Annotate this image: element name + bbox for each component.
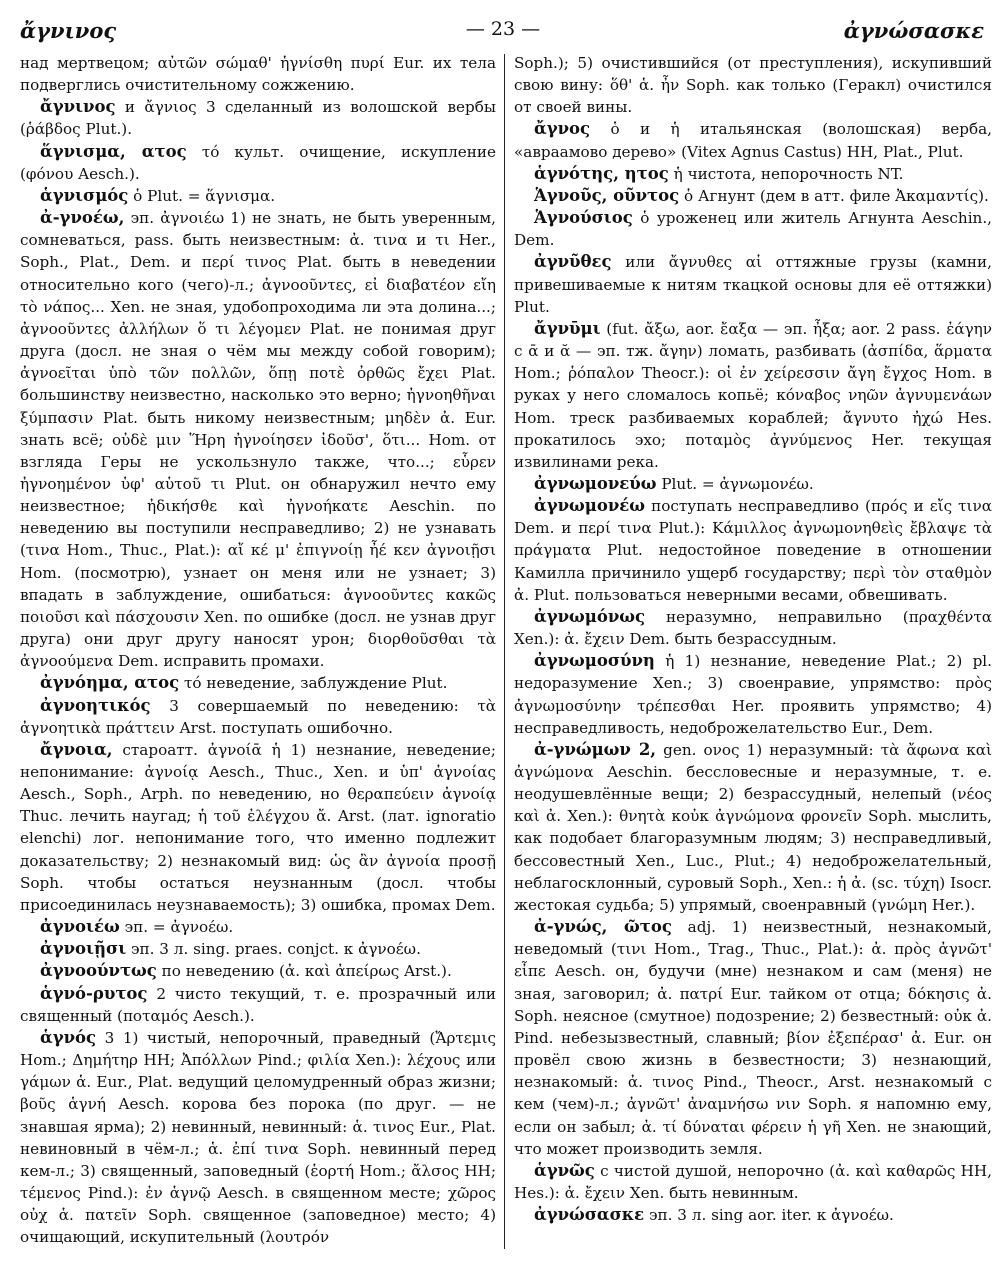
dictionary-entry — [514, 163, 992, 185]
entry-text: ὁ Агнунт (дем в атт. филе Ἀκαμαντίς). — [684, 186, 989, 205]
right-column — [514, 52, 992, 1226]
dictionary-entry — [514, 495, 992, 606]
entry-text: эп. 3 л. sing aor. iter. к ἀγνοέω. — [649, 1206, 894, 1225]
dictionary-entry — [514, 473, 992, 495]
dictionary-entry — [514, 739, 992, 916]
entry-headword: ἀγνωμονέω — [534, 496, 646, 516]
dictionary-entry — [20, 96, 496, 140]
dictionary-entry — [20, 695, 496, 739]
entry-headword: ἀ-γνώμων 2, — [534, 739, 657, 759]
entry-headword: ἁγνότης, ητος — [534, 163, 669, 183]
dictionary-entry — [514, 185, 992, 207]
entry-text: τό культ. очищение, искупление (φόνου Aesch.). — [20, 142, 496, 183]
dictionary-entry — [514, 318, 992, 473]
page-header — [20, 12, 986, 52]
header-right-guideword: ἀγνώσασκε — [843, 18, 984, 43]
entry-headword: ἀγνῦθες — [534, 252, 612, 272]
entry-headword: ἀγνοητικός — [40, 695, 151, 715]
dictionary-entry — [514, 606, 992, 650]
entry-headword: ἀγνωμονεύω — [534, 473, 657, 493]
entry-headword: ἁγνός — [40, 1027, 97, 1047]
entry-headword: ἄγνοια, — [40, 739, 113, 759]
entry-headword: ἀ-γνώς, ῶτος — [534, 917, 672, 937]
dictionary-entry — [514, 650, 992, 739]
entry-text: и ἄγνιος 3 сделанный из волошской вербы (ῥάβδος Plut.). — [20, 98, 496, 139]
entry-headword: ἄγνῡμι — [534, 318, 601, 338]
entry-headword: ἁγνισμός — [40, 185, 129, 205]
dictionary-entry — [20, 983, 496, 1027]
entry-headword: ἀγνόημα, ατος — [40, 673, 180, 693]
column-divider — [504, 54, 505, 1249]
page-number: — 23 — — [465, 18, 541, 40]
entry-headword: ἀ-γνοέω, — [40, 208, 125, 228]
entry-headword: Ἁγνούσιος — [534, 208, 633, 228]
dictionary-entry — [20, 916, 496, 938]
entry-text: ὁ Plut. = ἅγνισμα. — [133, 186, 276, 205]
entry-headword: ἀγνοιῇσι — [40, 939, 127, 959]
entry-headword: ἁγνό-ρυτος — [40, 983, 148, 1003]
entry-headword: ἁγνῶς — [534, 1160, 595, 1180]
dictionary-entry — [20, 960, 496, 982]
dictionary-entry — [20, 141, 496, 185]
entry-text: Plut. = ἀγνωμονέω. — [661, 474, 814, 493]
dictionary-entry — [514, 207, 992, 251]
entry-text: ὁ уроженец или житель Агнунта Aeschin., Dem. — [514, 209, 992, 250]
entry-headword: ἄγνινος — [40, 97, 116, 117]
entry-headword: ἅγνισμα, ατος — [40, 141, 187, 161]
entry-text: (fut. ἄξω, aor. ἔαξα — эп. ἦξα; aor. 2 pass. ἐάγην с ᾱ и ᾰ — эп. тж. ἄγην) ломать, разбивать (ἀσπίδα, ἅρματα Hom.; ῥόπαλον Theocr.): οἱ ἐν χείρεσσιν ἄγη ἔγχος Hom. в руках у него сломалось копьё; κόναβος νηῶν ἀγνυμενάων Hom. треск разбиваемых кораблей; ἄγνυτο ἠχώ Hes. прокатилось эхо; ποταμὸς ἀγνύμενος Her. текущая извилинами река. — [514, 319, 993, 471]
entry-text: gen. ονος 1) неразумный: τὰ ἄφωνα καὶ ἀγνώμονα Aeschin. бессловесные и неразумные, т. е. неодушевлённые вещи; 2) безрассудный, нелепый (νέος καὶ ἀ. Xen.): θνητὰ κοὐκ ἀγνώμονα φρονεῖν Soph. мыслить, как подобает благоразумным людям; 3) несправедливый, бессовестный Xen., Luc., Plut.; 4) недоброжелательный, неблагосклонный, суровый Soph., Xen.: ἡ ἀ. (sc. τύχη) Isocr. жестокая судьба; 5) упрямый, своенравный (γνώμη Her.). — [514, 740, 992, 914]
entry-text: поступать несправедливо (πρός и εἴς τινα Dem. и περί τινα Plut.): Κάμιλλος ἀγνωμονηθεὶς ἔβλαψε τὰ πράγματα Plut. недостойное поведение в отношении Камилла причинило ущерб государству; περὶ τὸν σταθμὸν ἀ. Plut. пользоваться неверными весами, обвешивать. — [514, 497, 993, 604]
entry-headword: ἀγνωμοσύνη — [534, 651, 655, 671]
entry-text: эп. 3 л. sing. praes. conjct. к ἀγνοέω. — [131, 940, 421, 959]
entry-text: ἡ 1) незнание, неведение Plat.; 2) pl. недоразумение Xen.; 3) своенравие, упрямство: πρὸς ἀγνωμοσύνην τρέπεσθαι Her. проявить упрямство; 4) несправедливость, недоброжелательство Eur., Dem. — [514, 652, 992, 737]
entry-text: ὁ и ἡ итальянская (волошская) верба, «авраамово дерево» (Vitex Agnus Castus) HH, Plat., Plut. — [514, 120, 992, 161]
entry-text: по неведению (ἀ. καὶ ἀπείρως Arst.). — [161, 962, 452, 981]
entry-text: староатт. ἀγνοίᾱ ἡ 1) незнание, неведение; непонимание: ἀγνοίᾳ Aesch., Thuc., Xen. и ὑπ' ἀγνοίας Aesch., Soph., Arph. по неведению, но θεραπεύειν ἀγνοίᾳ Thuc. лечить наугад; ἡ τοῦ ἐλέγχου ἄ. Arst. (лат. ignoratio elenchi) лог. непонимание того, что именно подлежит доказательству; 2) незнакомый вид: ὡς ἂν ἀγνοία προσῇ Soph. чтобы остаться неузнанным (досл. чтобы присоединилась неузнаваемость); 3) ошибка, промах Dem. — [20, 740, 496, 914]
dictionary-entry — [514, 916, 992, 1160]
left-column — [20, 52, 496, 1248]
dictionary-entry — [20, 672, 496, 694]
dictionary-entry — [20, 185, 496, 207]
dictionary-entry — [514, 1160, 992, 1204]
entry-text: 3 1) чистый, непорочный, праведный (Ἄρτεμις Hom.; Δημήτηρ HH; Ἀπόλλων Pind.; φιλία Xen.): λέχους или γάμων ἁ. Eur., Plat. ведущий целомудренный образ жизни; βοῦς ἁγνή Aesch. корова без порока (по друг. — не знавшая ярма); 2) невинный, невинный: ἁ. τινος Eur., Plat. невиновный в чём-л.; ἁ. ἐπί τινα Soph. невинный перед кем-л.; 3) священный, заповедный (ἑορτή Hom.; ἄλσος HH; τέμενος Pind.): ἐν ἁγνῷ Aesch. в священном месте; χῶρος οὐχ ἁ. πατεῖν Soph. священное (заповедное) место; 4) очищающий, искупительный (λουτρόν — [20, 1028, 496, 1247]
entry-text: 2 чисто текущий, т. е. прозрачный или священный (ποταμός Aesch.). — [20, 984, 497, 1025]
entry-text: ἡ чистота, непорочность NT. — [673, 164, 904, 183]
entry-text: τό неведение, заблуждение Plut. — [183, 674, 448, 693]
entry-text: над мертвецом; αὐτῶν σώμαθ' ἡγνίσθη πυρί Eur. их тела подверглись очистительному сожжению. — [20, 54, 496, 95]
entry-text: эп. ἀγνοιέω 1) не знать, не быть уверенным, сомневаться, pass. быть неизвестным: ἀ. τινα и τι Her., Soph., Plat., Dem. и περί τινος Plat. быть в неведении относительно кого (чего)-л.; ἀγνοοῦντες, εἰ διαβατέον εἴη τὸ νάπος... Xen. не зная, удобопроходима ли эта долина...; ἀγνοοῦντες ἀλλήλων ὅ τι λέγομεν Plat. не понимая друг друга (досл. не зная о чём мы между собой говорим); ἀγνοεῖται ὑπὸ τῶν πολλῶν, ὅπῃ ποτὲ ὀρθῶς ἔχει Plat. большинству неизвестно, насколько это верно; ἠγνοηθῆναι ξύμπασιν Plat. быть никому неизвестным; μηδὲν ἀ. Eur. знать всё; οὐδὲ μιν Ἥρη ἠγνοίησεν ἰδοῦσ', ὅτι... Hom. от взгляда Геры не ускользнуло также, что...; εὗρεν ἠγνοημένον ὑφ' αὑτοῦ τι Plut. он обнаружил нечто ему неизвестное; ἠδικήσθε καὶ ἠγνοήκατε Aeschin. по неведению вы поступили несправедливо; 2) не узнавать (τινα Hom., Thuc., Plat.): αἴ κέ μ' ἐπιγνοίῃ ἦέ κεν ἀγνοιῇσι Hom. (посмотрю), узнает он меня или не узнает; 3) впадать в заблуждение, ошибаться: ἀγνοοῦντες κακῶς ποιοῦσι καὶ πάσχουσιν Xen. по ошибке (досл. не узнав друг друга) они друг другу наносят урон; διορθοῦσθαι τὰ ἀγνοούμενα Dem. исправить промахи. — [20, 209, 497, 671]
dictionary-entry — [20, 739, 496, 916]
entry-text: эп. = ἀγνοέω. — [124, 918, 234, 937]
dictionary-entry — [20, 207, 496, 672]
dictionary-entry — [20, 938, 496, 960]
dictionary-entry — [514, 118, 992, 162]
entry-headword: ἀγνωμόνως — [534, 606, 646, 626]
entry-text: или ἄγνυθες αἱ оттяжные грузы (камни, привешиваемые к нитям ткацкой основы для её оттяжки) Plut. — [514, 253, 993, 316]
entry-headword: ἄγνος — [534, 119, 591, 139]
entry-headword: Ἁγνοῦς, οῦντος — [534, 185, 680, 205]
entry-text: adj. 1) неизвестный, незнакомый, неведомый (τινι Hom., Trag., Thuc., Plat.): ἀ. πρὸς ἀγνῶτ' εἶπε Aesch. он, будучи (мне) незнаком и сам (меня) не зная, заговорил; ἀ. πατρί Eur. тайком от отца; δόκησις ἀ. Soph. неясное (смутное) подозрение; 2) безвестный: οὐκ ἀ. Pind. небезызвестный, славный; βίον ἐξεπέρασ' ἀ. Eur. он провёл свою жизнь в безвестности; 3) незнающий, незнакомый: ἀ. τινος Pind., Theocr., Arst. незнакомый с кем (чем)-л.; ἀγνῶτ' ἀναμνήσω νιν Soph. я напомню ему, если он забыл; ἀ. τί δύναται φέρειν ἡ γῆ Xen. не знающий, что может производить земля. — [514, 918, 992, 1158]
entry-text: Soph.); 5) очистившийся (от преступления), искупивший свою вину: ὅθ' ἁ. ἦν Soph. как только (Геракл) очистился от своей вины. — [514, 54, 992, 117]
entry-headword: ἀγνοούντως — [40, 961, 157, 981]
dictionary-entry — [20, 52, 496, 96]
dictionary-entry — [20, 1027, 496, 1249]
entry-headword: ἀγνοιέω — [40, 917, 120, 937]
columns — [20, 52, 993, 1257]
header-left-guideword: ἄγνινος — [20, 18, 117, 43]
entry-text: 3 совершаемый по неведению: τὰ ἀγνοητικὰ πράττειν Arst. поступать ошибочно. — [20, 696, 496, 737]
dictionary-entry — [514, 1204, 992, 1226]
dictionary-entry — [514, 251, 992, 317]
entry-text: с чистой душой, непорочно (ἀ. καὶ καθαρῶς HH, Hes.): ἀ. ἔχειν Xen. быть невинным. — [514, 1161, 993, 1202]
entry-headword: ἀγνώσασκε — [534, 1205, 645, 1225]
entry-text: неразумно, неправильно (πραχθέντα Xen.): ἀ. ἔχειν Dem. быть безрассудным. — [514, 607, 993, 649]
dictionary-entry — [514, 52, 992, 118]
